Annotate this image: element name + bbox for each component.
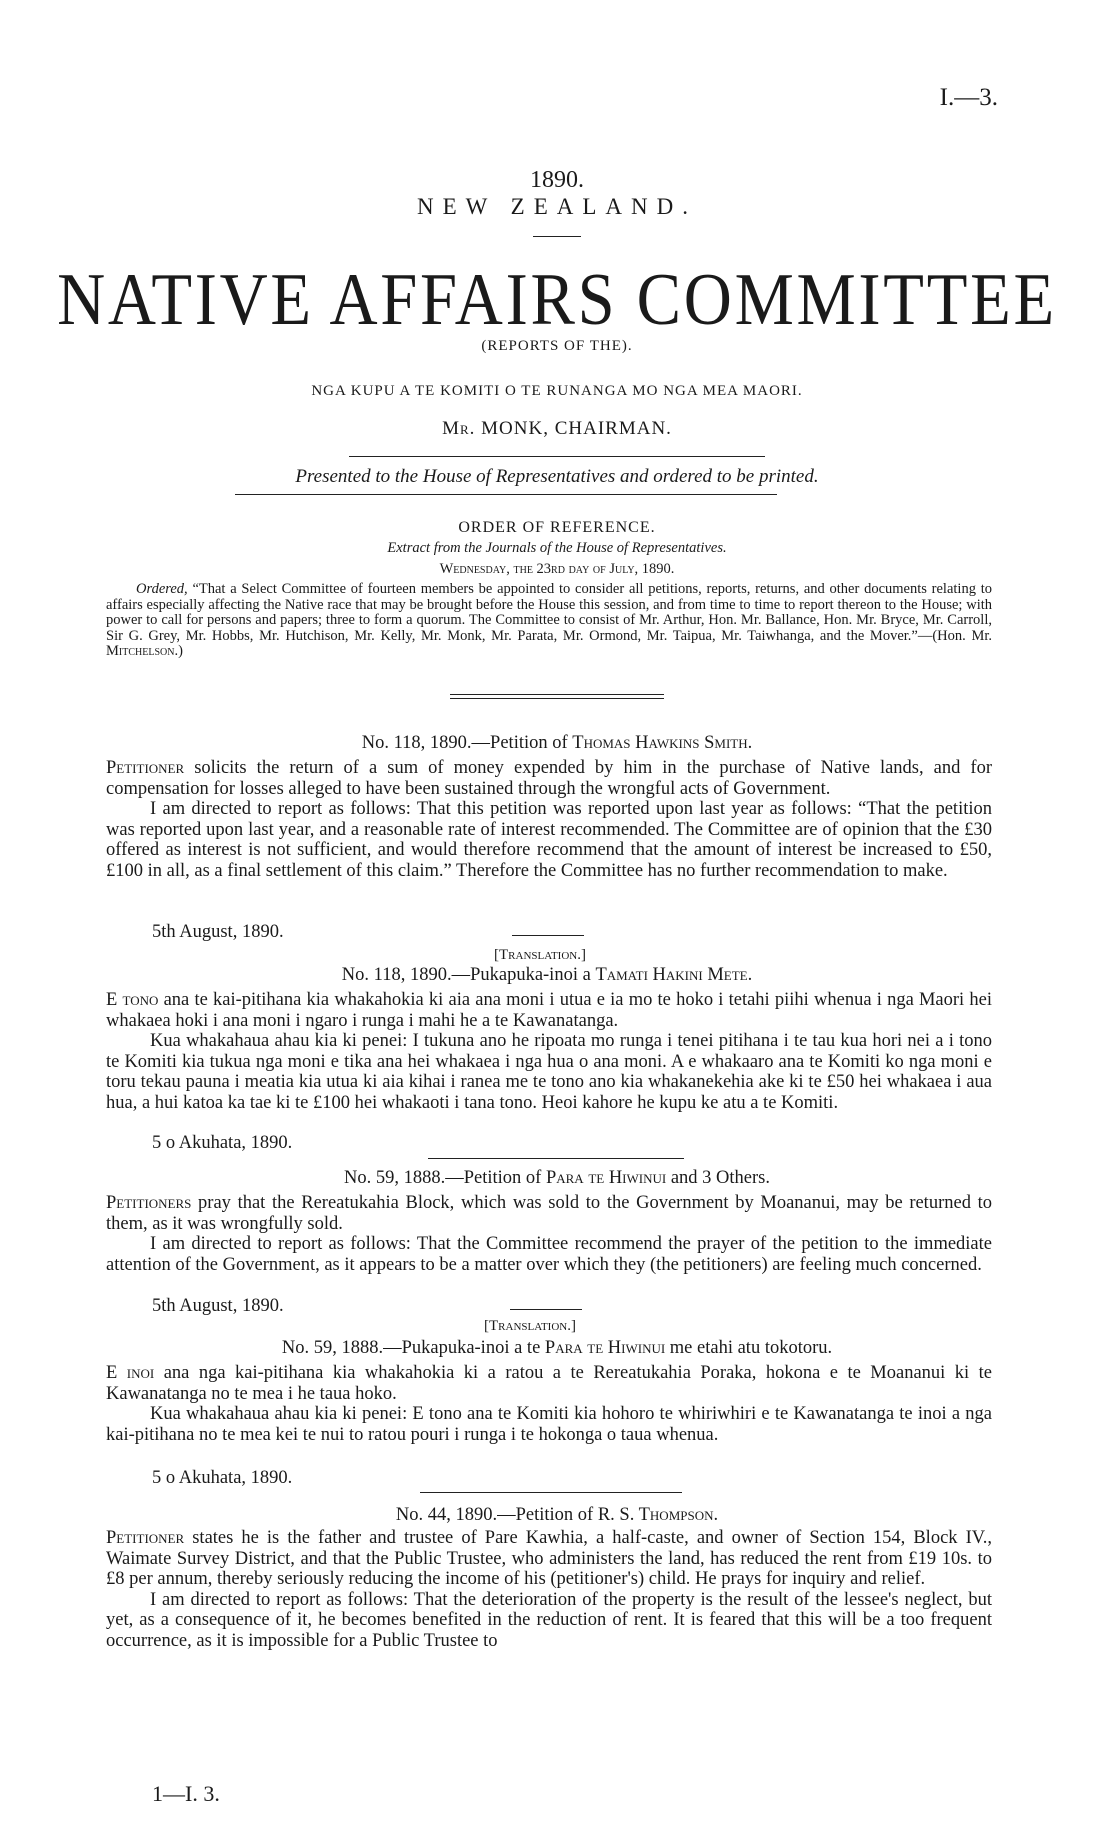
translation-name: Tamati Hakini Mete. <box>595 965 753 985</box>
petition-number: No. 44, 1890.—Petition of <box>395 1505 598 1525</box>
translation-text <box>106 990 992 1113</box>
petition-summary <box>106 758 992 881</box>
petition-heading <box>0 1505 1114 1526</box>
translation-heading <box>0 965 1114 986</box>
divider <box>510 1309 582 1310</box>
chairman-name: MONK, CHAIRMAN. <box>481 418 672 439</box>
petition-heading-suffix: and 3 Others. <box>666 1168 771 1188</box>
page-title: NATIVE AFFAIRS COMMITTEE <box>57 259 1057 341</box>
translation-name: Para te Hiwinui <box>544 1338 666 1358</box>
page-reference: I.—3. <box>939 84 998 111</box>
maori-title: NGA KUPU A TE KOMITI O TE RUNANGA MO NGA MEA MAORI. <box>311 383 803 399</box>
petition-lead: Petitioner <box>106 1528 185 1548</box>
ordered-label: Ordered, <box>136 581 188 597</box>
divider <box>533 236 581 237</box>
divider <box>428 1158 684 1159</box>
petition-lead: Petitioner <box>106 758 185 778</box>
presented-line: Presented to the House of Representatives and ordered to be printed. <box>295 466 819 487</box>
translation-lead: E inoi <box>106 1363 155 1383</box>
document-year: 1890. <box>530 167 584 193</box>
divider <box>450 694 664 695</box>
chairman-title: Mr. <box>442 418 476 439</box>
translation-heading-suffix: me etahi atu tokotoru. <box>665 1338 833 1358</box>
order-heading: ORDER OF REFERENCE. <box>458 519 656 536</box>
translation-text <box>106 1363 992 1445</box>
divider <box>512 935 584 936</box>
petition-date: 5th August, 1890. <box>152 922 284 942</box>
chairman-line <box>0 418 1114 440</box>
divider <box>235 494 777 495</box>
petitioner-name: Para te Hiwinui <box>545 1168 667 1188</box>
petition-summary <box>106 1193 992 1275</box>
translation-date: 5 o Akuhata, 1890. <box>152 1468 293 1488</box>
order-extract: Extract from the Journals of the House of Representatives. <box>387 540 727 556</box>
translation-date: 5 o Akuhata, 1890. <box>152 1133 293 1153</box>
order-mover: Mitchelson.) <box>106 643 183 659</box>
translation-number: No. 59, 1888.—Pukapuka-inoi a te <box>281 1338 545 1358</box>
translation-label: [Translation.] <box>484 1318 576 1334</box>
divider <box>450 698 664 699</box>
translation-summary: ana te kai-pitihana kia whakahokia ki aia ana moni i utua e ia mo te hoko i tetahi piihi whenua i nga Maori hei whakaea hoki i ana moni i ngaro i runga i mahi he a te Kawanatanga. <box>106 990 992 1031</box>
subtitle: (REPORTS OF THE). <box>481 338 633 354</box>
translation-number: No. 118, 1890.—Pukapuka-inoi a <box>341 965 596 985</box>
translation-lead: E tono <box>106 990 159 1010</box>
petition-heading <box>0 1168 1114 1189</box>
petition-lead: Petitioners <box>106 1193 192 1213</box>
petition-summary-text: pray that the Rereatukahia Block, which was sold to the Government by Moananui, may be returned to them, as it was wrongfully sold. <box>106 1193 992 1234</box>
country-heading: NEW ZEALAND. <box>416 194 698 219</box>
petition-summary-text: states he is the father and trustee of Pare Kawhia, a half-caste, and owner of Section 154, Block IV., Waimate Survey District, and that the Public Trustee, who administers the land, has reduced the rent from £19 10s. to £8 per annum, thereby seriously reducing the income of his (petitioner's) child. He prays for inquiry and relief. <box>106 1528 992 1589</box>
petition-report: I am directed to report as follows: That the deterioration of the property is the result of the lessee's neglect, but yet, as a consequence of it, he becomes benefited in the reduction of rent. It is feared that this will be a too frequent occurrence, as it is impossible for a Public Trustee to <box>106 1589 992 1651</box>
petition-report: I am directed to report as follows: That the Committee recommend the prayer of the petition to the immediate attention of the Government, as it appears to be a matter over which they (the petitioners) are feeling much concerned. <box>106 1234 992 1275</box>
translation-label: [Translation.] <box>494 947 586 963</box>
petition-report: I am directed to report as follows: That this petition was reported upon last year as follows: “That the petition was reported upon last year, and a reasonable rate of interest recommended. The Committee are of opinion that the £30 offered as interest is not sufficient, and would therefore recommend that the amount of interest be increased to £50, £100 in all, as a final settlement of this claim.” Therefore the Committee has no further recommendation to make. <box>106 799 992 881</box>
petitioner-name: R. S. Thompson. <box>597 1505 719 1525</box>
petition-summary-text: solicits the return of a sum of money expended by him in the purchase of Native lands, and for compensation for losses alleged to have been sustained through the wrongful acts of Government. <box>106 758 992 799</box>
petition-date: 5th August, 1890. <box>152 1296 284 1316</box>
petition-summary <box>106 1528 992 1651</box>
translation-report: Kua whakahaua ahau kia ki penei: I tukuna ano he ripoata mo runga i tenei pitihana i te tau kua hori nei a i tono te Komiti kia tukua nga moni e tika ana hei whakaea i nga hua o ana moni. A e whakaaro ana te Komiti ko nga moni e toru tekau pauna i meatia kia utua ki aia kihai i ranea me te tono ano kia whakanekehia ake ki te £50 hei whakaea i aua hua, a hui katoa ka tae ki te £100 hei whakaoti i tana tono. Heoi kahore he kupu ke atu a te Komiti. <box>106 1031 992 1113</box>
translation-heading <box>0 1338 1114 1359</box>
order-text <box>106 582 992 660</box>
translation-report: Kua whakahaua ahau kia ki penei: E tono ana te Komiti kia hohoro te whiriwhiri e te Kawanatanga te inoi a nga kai-pitihana no te mea kei te nui to ratou pouri i runga i te hokonga o taua whenua. <box>106 1404 992 1445</box>
divider <box>420 1492 682 1493</box>
petition-number: No. 118, 1890.—Petition of <box>361 733 573 753</box>
translation-summary: ana nga kai-pitihana kia whakahokia ki a ratou a te Rereatukahia Poraka, hokona e te Moananui ki te Kawanatanga no te mea i he taua hoko. <box>106 1363 992 1404</box>
footer-reference: 1—I. 3. <box>152 1781 220 1806</box>
divider <box>349 456 765 457</box>
petition-number: No. 59, 1888.—Petition of <box>343 1168 546 1188</box>
petitioner-name: Thomas Hawkins Smith. <box>572 733 753 753</box>
petition-heading <box>0 733 1114 754</box>
order-body: “That a Select Committee of fourteen members be appointed to consider all petitions, reports, returns, and other documents relating to affairs especially affecting the Native race that may be brought before the House this session, and from time to time to report thereon to the House; with power to call for persons and papers; three to form a quorum. The Committee to consist of Mr. Arthur, Hon. Mr. Ballance, Hon. Mr. Bryce, Mr. Carroll, Sir G. Grey, Mr. Hobbs, Mr. Hutchison, Mr. Kelly, Mr. Monk, Mr. Parata, Mr. Ormond, Mr. Taipua, Mr. Taiwhanga, and the Mover.”—(Hon. Mr. <box>106 581 992 644</box>
order-date: Wednesday, the 23rd day of July, 1890. <box>439 561 675 577</box>
